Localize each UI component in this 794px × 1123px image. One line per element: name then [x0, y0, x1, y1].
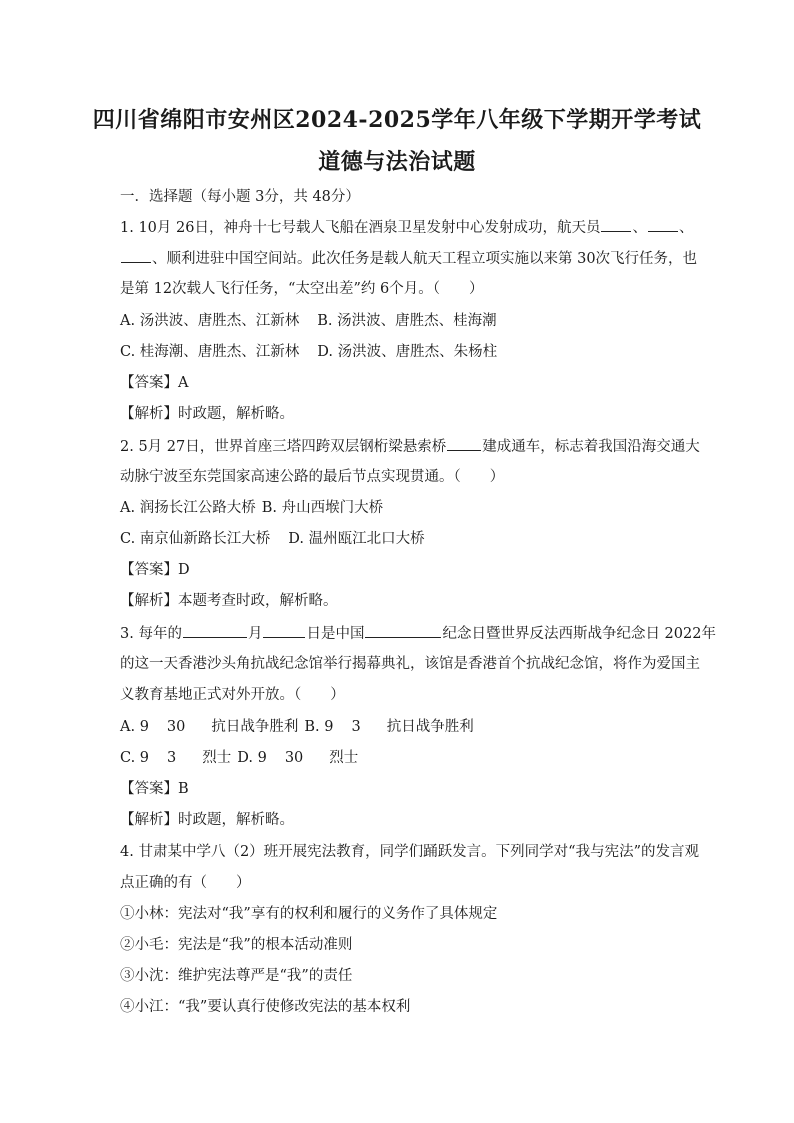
blank [365, 622, 441, 638]
q1-answer: 【答案】A [120, 375, 189, 391]
q2-analysis: 【解析】本题考查时政，解析略。 [120, 593, 338, 609]
q2-answer: 【答案】D [120, 562, 190, 578]
q1-line2 [120, 247, 698, 270]
q3-text: 月 [247, 626, 263, 642]
q4-item-1: ①小林：宪法对“我”享有的权利和履行的义务作了具体规定 [120, 906, 498, 922]
q3-text: 纪念日暨世界反法西斯战争纪念日 2022年 [442, 626, 716, 642]
option-c[interactable]: C. 桂海潮、唐胜杰、江新林 [120, 344, 300, 360]
option-a[interactable]: A. 汤洪波、唐胜杰、江新林 [120, 313, 300, 329]
q3-answer: 【答案】B [120, 781, 189, 797]
section-heading: 一．选择题（每小题 3分，共 48分） [120, 189, 360, 205]
q1-line3: 是第 12次载人飞行任务，“太空出差”约 6个月。（ ） [120, 281, 484, 297]
option-d[interactable]: D. 9 30 烈士 [237, 750, 359, 766]
q2-line2: 动脉宁波至东莞国家高速公路的最后节点实现贯通。（ ） [120, 469, 505, 485]
q4-item-4: ④小江：“我”要认真行使修改宪法的基本权利 [120, 999, 411, 1015]
option-b[interactable]: B. 汤洪波、唐胜杰、桂海潮 [317, 313, 497, 329]
option-b[interactable]: B. 9 3 抗日战争胜利 [304, 719, 474, 735]
blank [121, 247, 151, 263]
blank [648, 216, 678, 232]
blank [601, 216, 631, 232]
q2-options-ab [120, 497, 680, 519]
option-b[interactable]: B. 舟山西堠门大桥 [261, 500, 384, 516]
separator: 、 [632, 220, 647, 236]
q4-line2: 点正确的有（ ） [120, 875, 251, 891]
q3-options-cd [120, 747, 680, 769]
option-c[interactable]: C. 南京仙新路长江大桥 [120, 531, 271, 547]
blank [183, 622, 247, 638]
option-a[interactable]: A. 润扬长江公路大桥 [120, 500, 256, 516]
q4-item-3: ③小沈：维护宪法尊严是“我”的责任 [120, 968, 353, 984]
q2-line1 [120, 435, 700, 458]
exam-subtitle: 道德与法治试题 [318, 149, 476, 175]
exam-title: 四川省绵阳市安州区2024-2025学年八年级下学期开学考试 [92, 107, 702, 133]
q1-options-ab [120, 310, 680, 332]
separator: 、 [678, 220, 694, 236]
q2-text: 2. 5月 27日，世界首座三塔四跨双层钢桁梁悬索桥 [120, 439, 447, 455]
blank [447, 435, 481, 451]
q3-text: 日是中国 [306, 626, 365, 642]
q3-text: 3. 每年的 [120, 626, 182, 642]
q3-line3: 义教育基地正式对外开放。（ ） [120, 687, 345, 703]
option-c[interactable]: C. 9 3 烈士 [120, 750, 232, 766]
q1-options-cd [120, 341, 680, 363]
q1-analysis: 【解析】时政题，解析略。 [120, 406, 294, 422]
q1-text: 、顺利进驻中国空间站。此次任务是载人航天工程立项实施以来第 30次飞行任务，也 [152, 251, 698, 267]
blank [263, 622, 305, 638]
option-a[interactable]: A. 9 30 抗日战争胜利 [120, 719, 299, 735]
option-d[interactable]: D. 汤洪波、唐胜杰、朱杨柱 [317, 344, 498, 360]
q3-options-ab [120, 716, 680, 738]
q2-options-cd [120, 528, 680, 550]
q1-line1 [120, 216, 694, 239]
q3-line1 [120, 622, 716, 645]
option-d[interactable]: D. 温州瓯江北口大桥 [288, 531, 425, 547]
q2-text: 建成通车，标志着我国沿海交通大 [482, 439, 700, 455]
q3-analysis: 【解析】时政题，解析略。 [120, 812, 294, 828]
q1-text: 1. 10月 26日，神舟十七号载人飞船在酒泉卫星发射中心发射成功，航天员 [120, 220, 601, 236]
q4-item-2: ②小毛：宪法是“我”的根本活动准则 [120, 937, 353, 953]
q4-line1: 4. 甘肃某中学八（2）班开展宪法教育，同学们踊跃发言。下列同学对“我与宪法”的发言观 [120, 844, 699, 860]
q3-line2: 的这一天香港沙头角抗战纪念馆举行揭幕典礼，该馆是香港首个抗战纪念馆，将作为爱国主 [120, 656, 700, 672]
